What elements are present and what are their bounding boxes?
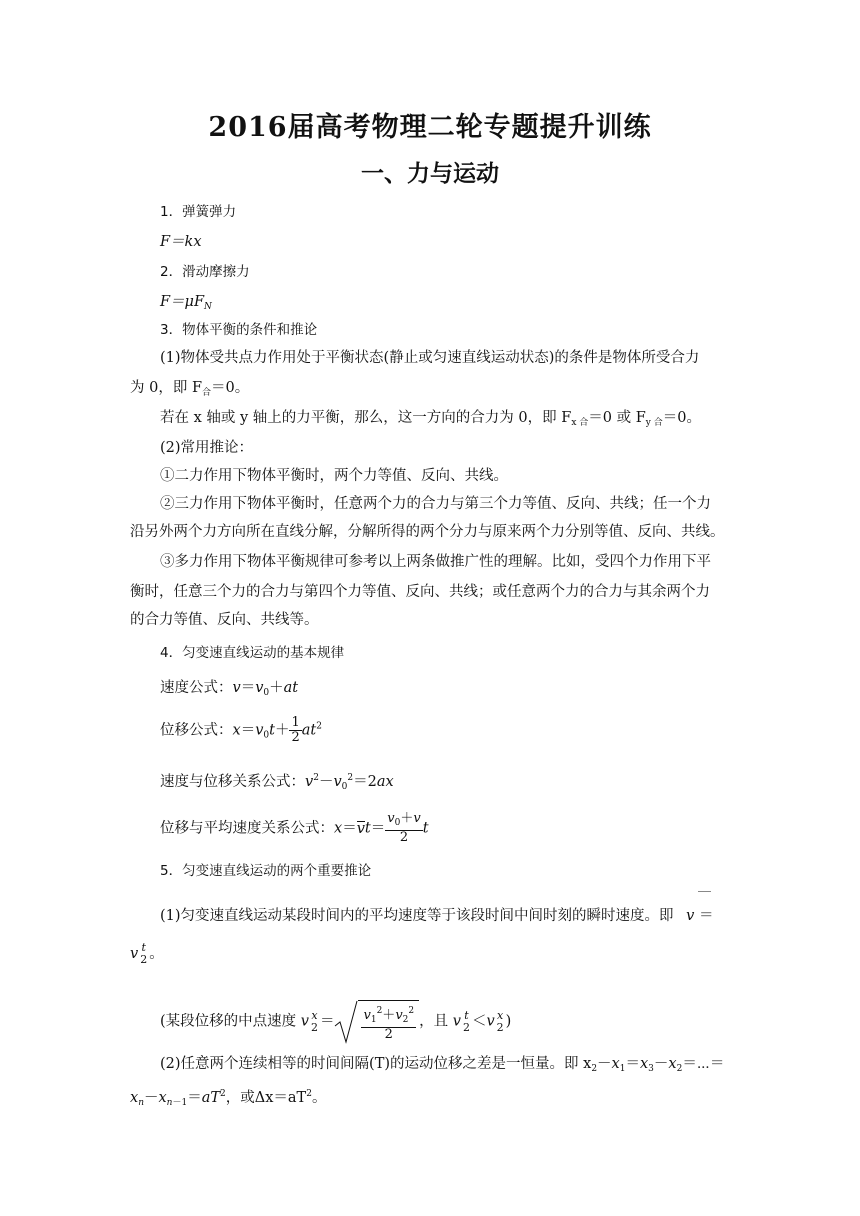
paragraph-line: 沿另外两个力方向所在直线分解，分解所得的两个分力与原来两个力分别等值、反向、共线。: [130, 524, 725, 540]
heading-friction: 2．滑动摩擦力: [160, 264, 250, 280]
paragraph-line: ②三力作用下物体平衡时，任意两个力的合力与第三个力等值、反向、共线；任一个力: [160, 496, 711, 512]
paragraph-line: 的合力等值、反向、共线等。: [130, 612, 319, 628]
formula-displacement: 位移公式：$x=v_0t+$ $\frac{1}{2}$ $at^2$: [160, 715, 322, 745]
paragraph-line: (2)常用推论：: [160, 440, 254, 456]
paragraph-line: 若在 x 轴或 y 轴上的力平衡，那么，这一方向的合力为 0，即 $F_{x 合}=0$ 或 $F_{y 合}=0$。: [160, 410, 701, 428]
heading-two-inferences: 5．匀变速直线运动的两个重要推论: [160, 863, 372, 879]
formula-average-velocity: 位移与平均速度关系公式：x＝vt＝ $\frac{v_0+v}{2}$ t: [160, 811, 429, 845]
overline-mark: [698, 891, 711, 892]
paragraph-line: ③多力作用下物体平衡规律可参考以上两条做推广性的理解。比如，受四个力作用下平: [160, 554, 711, 570]
formula-spring: F＝kx: [160, 234, 202, 250]
heading-spring-force: 1．弹簧弹力: [160, 204, 237, 220]
page-title: 2016届高考物理二轮专题提升训练: [208, 112, 652, 143]
section-title: 一、力与运动: [361, 161, 499, 187]
formula-mid-position-velocity: (某段位移的中点速度 v x 2 ＝ $\frac{v_1^2+v_2^2}{2}$ ，且 v t 2 ＜v x 2 ): [160, 1000, 511, 1060]
paragraph-line: (1)匀变速直线运动某段时间内的平均速度等于该段时间中间时刻的瞬时速度。即 v ＝: [160, 908, 714, 924]
formula-mid-time-velocity: v t 2 。: [130, 941, 164, 966]
formula-velocity-displacement: 速度与位移关系公式：$v^2-v_0^2=2ax$: [160, 773, 394, 792]
paragraph-line: 为 0，即 $F_合=0$。: [130, 380, 250, 398]
paragraph-line: (2)任意两个连续相等的时间间隔(T)的运动位移之差是一恒量。即 $x_2-x_1=x_3-x_2=\cdots=$: [160, 1056, 725, 1074]
formula-velocity: 速度公式：$v=v_0+at$: [160, 680, 299, 698]
formula-friction: $F=\mu F_N$: [160, 294, 212, 312]
paragraph-line: ①二力作用下物体平衡时，两个力等值、反向、共线。: [160, 468, 508, 484]
paragraph-line: (1)物体受共点力作用处于平衡状态(静止或匀速直线运动状态)的条件是物体所受合力: [160, 350, 700, 366]
heading-equilibrium: 3．物体平衡的条件和推论: [160, 322, 318, 338]
heading-uniform-acceleration: 4．匀变速直线运动的基本规律: [160, 645, 345, 661]
paragraph-line: $x_n-x_{n-1}=aT^2$，或$\Delta x=aT^2$。: [130, 1089, 327, 1108]
paragraph-line: 衡时，任意三个力的合力与第四个力等值、反向、共线；或任意两个力的合力与其余两个力: [130, 584, 710, 600]
